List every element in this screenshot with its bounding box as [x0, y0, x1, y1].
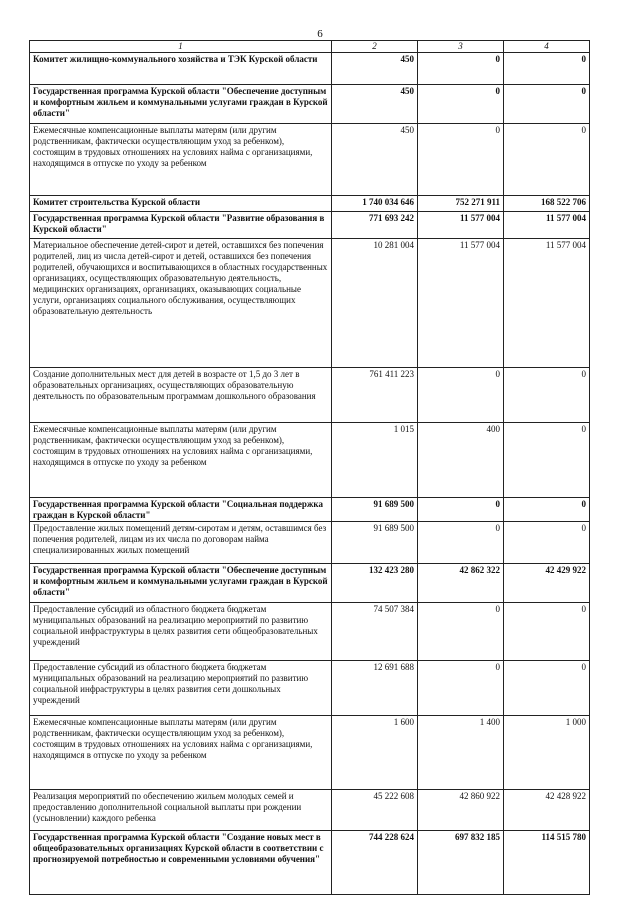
row-description: Материальное обеспечение детей-сирот и детей, оставшихся без попечения родителей, лиц из числа детей-сирот и детей, оставшихся без попечения родителей, обучающихся и воспитывающихся в областных государственных организациях, осуществляющих образовательную деятельность, медицинских организациях, организациях, оказывающих социальные услуги, организациях социального обслуживания, осуществляющих образовательную деятельность [30, 239, 332, 368]
row-value-col4: 11 577 004 [504, 239, 590, 368]
row-description: Ежемесячные компенсационные выплаты матерям (или другим родственникам, фактически осуществляющим уход за ребенком), состоящим в трудовых отношениях на условиях найма с организациями, находящимся в отпуске по уходу за ребенком [30, 124, 332, 196]
row-value-col4: 168 522 706 [504, 196, 590, 212]
row-value-col2: 132 423 280 [332, 564, 418, 603]
row-value-col3: 11 577 004 [418, 212, 504, 239]
row-description: Ежемесячные компенсационные выплаты матерям (или другим родственникам, фактически осуществляющим уход за ребенком), состоящим в трудовых отношениях на условиях найма с организациями, находящимся в отпуске по уходу за ребенком [30, 423, 332, 498]
table-row [30, 522, 590, 564]
table-row [30, 498, 590, 522]
row-value-col3: 11 577 004 [418, 239, 504, 368]
row-value-col3: 0 [418, 603, 504, 661]
column-header: 4 [504, 41, 590, 53]
table-row [30, 53, 590, 85]
page-number: 6 [317, 28, 323, 40]
row-value-col3: 0 [418, 85, 504, 124]
row-description: Государственная программа Курской области "Создание новых мест в общеобразовательных организациях Курской области в соответствии с прогнозируемой потребностью и современными условиями обучения" [30, 831, 332, 895]
row-value-col2: 771 693 242 [332, 212, 418, 239]
budget-table [29, 40, 590, 895]
table-row [30, 423, 590, 498]
row-value-col3: 0 [418, 498, 504, 522]
column-header-row [30, 41, 590, 53]
row-value-col2: 74 507 384 [332, 603, 418, 661]
table-row [30, 716, 590, 790]
row-description: Предоставление жилых помещений детям-сиротам и детям, оставшимся без попечения родителей, лицам из их числа по договорам найма специализированных жилых помещений [30, 522, 332, 564]
row-description: Создание дополнительных мест для детей в возрасте от 1,5 до 3 лет в образовательных организациях, осуществляющих образовательную деятельность по образовательным программам дошкольного образования [30, 368, 332, 423]
table-row [30, 368, 590, 423]
row-value-col4: 0 [504, 661, 590, 716]
row-value-col3: 0 [418, 522, 504, 564]
row-value-col4: 0 [504, 85, 590, 124]
row-value-col2: 450 [332, 53, 418, 85]
row-description: Государственная программа Курской области "Социальная поддержка граждан в Курской области" [30, 498, 332, 522]
row-value-col3: 42 862 322 [418, 564, 504, 603]
column-header: 2 [332, 41, 418, 53]
row-value-col4: 11 577 004 [504, 212, 590, 239]
row-value-col3: 697 832 185 [418, 831, 504, 895]
table-row [30, 603, 590, 661]
row-value-col2: 744 228 624 [332, 831, 418, 895]
row-value-col2: 91 689 500 [332, 498, 418, 522]
row-value-col3: 1 400 [418, 716, 504, 790]
row-value-col3: 0 [418, 53, 504, 85]
row-value-col2: 1 015 [332, 423, 418, 498]
row-value-col2: 761 411 223 [332, 368, 418, 423]
table-row [30, 831, 590, 895]
row-description: Предоставление субсидий из областного бюджета бюджетам муниципальных образований на реализацию мероприятий по развитию социальной инфраструктуры в целях развития сети дошкольных учреждений [30, 661, 332, 716]
row-value-col3: 0 [418, 124, 504, 196]
row-value-col4: 0 [504, 498, 590, 522]
column-header: 1 [30, 41, 332, 53]
table-row [30, 124, 590, 196]
row-value-col2: 450 [332, 124, 418, 196]
row-value-col2: 10 281 004 [332, 239, 418, 368]
row-value-col3: 42 860 922 [418, 790, 504, 831]
row-description: Государственная программа Курской области "Обеспечение доступным и комфортным жильем и коммунальными услугами граждан в Курской области" [30, 85, 332, 124]
row-value-col2: 12 691 688 [332, 661, 418, 716]
row-description: Предоставление субсидий из областного бюджета бюджетам муниципальных образований на реализацию мероприятий по развитию социальной инфраструктуры в целях развития сети общеобразовательных учреждений [30, 603, 332, 661]
row-description: Комитет строительства Курской области [30, 196, 332, 212]
row-value-col2: 91 689 500 [332, 522, 418, 564]
row-value-col3: 0 [418, 368, 504, 423]
table-row [30, 85, 590, 124]
row-value-col4: 0 [504, 603, 590, 661]
row-description: Комитет жилищно-коммунального хозяйства и ТЭК Курской области [30, 53, 332, 85]
table-row [30, 239, 590, 368]
row-value-col2: 450 [332, 85, 418, 124]
row-description: Реализация мероприятий по обеспечению жильем молодых семей и предоставлению дополнительной социальной выплаты при рождении (усыновлении) каждого ребенка [30, 790, 332, 831]
table-row [30, 564, 590, 603]
row-value-col4: 42 428 922 [504, 790, 590, 831]
row-value-col4: 42 429 922 [504, 564, 590, 603]
table-row [30, 212, 590, 239]
row-value-col3: 0 [418, 661, 504, 716]
row-description: Государственная программа Курской области "Развитие образования в Курской области" [30, 212, 332, 239]
row-value-col4: 114 515 780 [504, 831, 590, 895]
row-value-col2: 1 600 [332, 716, 418, 790]
row-value-col4: 0 [504, 124, 590, 196]
row-value-col4: 0 [504, 53, 590, 85]
row-value-col2: 45 222 608 [332, 790, 418, 831]
table-row [30, 790, 590, 831]
table-row [30, 661, 590, 716]
row-value-col4: 0 [504, 522, 590, 564]
row-value-col3: 752 271 911 [418, 196, 504, 212]
row-value-col4: 0 [504, 368, 590, 423]
table-row [30, 196, 590, 212]
row-value-col3: 400 [418, 423, 504, 498]
row-value-col4: 1 000 [504, 716, 590, 790]
row-value-col4: 0 [504, 423, 590, 498]
row-description: Государственная программа Курской области "Обеспечение доступным и комфортным жильем и коммунальными услугами граждан в Курской области" [30, 564, 332, 603]
row-value-col2: 1 740 034 646 [332, 196, 418, 212]
row-description: Ежемесячные компенсационные выплаты матерям (или другим родственникам, фактически осуществляющим уход за ребенком), состоящим в трудовых отношениях на условиях найма с организациями, находящимся в отпуске по уходу за ребенком [30, 716, 332, 790]
column-header: 3 [418, 41, 504, 53]
